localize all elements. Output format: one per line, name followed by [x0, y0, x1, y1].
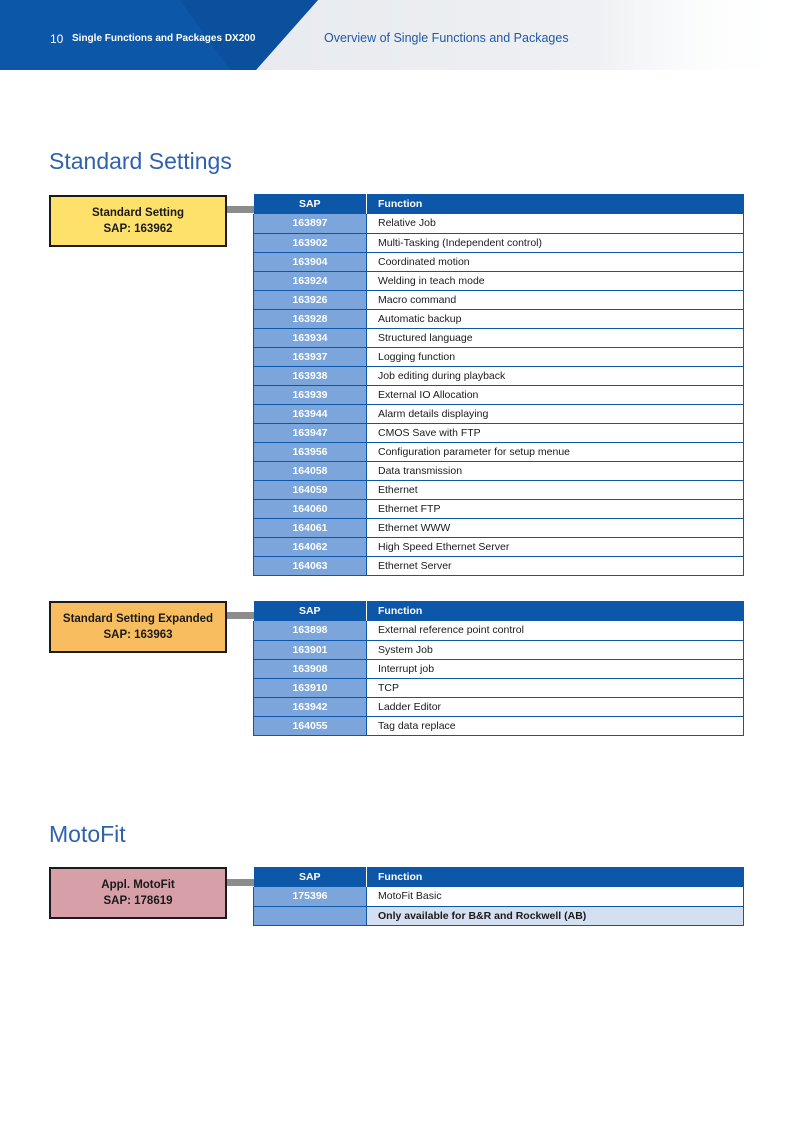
table-row	[254, 659, 744, 678]
function-name-cell: MotoFit Basic	[367, 887, 744, 906]
sap-number-cell: 163944	[254, 404, 367, 423]
table-row	[254, 214, 744, 233]
function-name-cell: Ethernet FTP	[367, 499, 744, 518]
table-row	[254, 290, 744, 309]
package-sap: SAP: 163963	[103, 629, 173, 641]
table-row	[254, 556, 744, 575]
sap-number-cell: 163897	[254, 214, 367, 233]
sap-number-cell: 164060	[254, 499, 367, 518]
function-name-cell: Ethernet	[367, 480, 744, 499]
sap-number-cell: 163956	[254, 442, 367, 461]
sap-number-cell: 163908	[254, 659, 367, 678]
function-name-cell: Interrupt job	[367, 659, 744, 678]
connector-line	[227, 612, 254, 619]
sap-number-cell: 164059	[254, 480, 367, 499]
sap-number-cell: 164062	[254, 537, 367, 556]
sap-number-cell: 163939	[254, 385, 367, 404]
function-name-cell: Alarm details displaying	[367, 404, 744, 423]
page-header	[0, 0, 793, 70]
function-name-cell: Welding in teach mode	[367, 271, 744, 290]
function-name-cell: Ethernet Server	[367, 556, 744, 575]
function-name-cell: CMOS Save with FTP	[367, 423, 744, 442]
sap-number-cell: 164063	[254, 556, 367, 575]
section-title-standard-settings: Standard Settings	[49, 148, 232, 174]
function-name-cell: Only available for B&R and Rockwell (AB)	[367, 906, 744, 925]
sap-number-cell: 164055	[254, 716, 367, 735]
package-box-standard-setting	[49, 195, 227, 247]
function-name-cell: Tag data replace	[367, 716, 744, 735]
table-row	[254, 385, 744, 404]
column-header-sap: SAP	[254, 194, 367, 214]
connector-line	[227, 879, 254, 886]
function-name-cell: External reference point control	[367, 621, 744, 640]
function-name-cell: Data transmission	[367, 461, 744, 480]
function-name-cell: Job editing during playback	[367, 366, 744, 385]
table-row	[254, 328, 744, 347]
table-row	[254, 423, 744, 442]
sap-number-cell: 163928	[254, 309, 367, 328]
function-name-cell: Logging function	[367, 347, 744, 366]
table-row	[254, 271, 744, 290]
sap-number-cell: 163934	[254, 328, 367, 347]
table-row	[254, 537, 744, 556]
section-title-motofit: MotoFit	[49, 821, 126, 847]
column-header-function: Function	[367, 601, 744, 621]
sap-number-cell: 163924	[254, 271, 367, 290]
table-row	[254, 640, 744, 659]
table-row	[254, 499, 744, 518]
package-name: Standard Setting	[91, 207, 184, 219]
package-name: Standard Setting Expanded	[62, 613, 214, 625]
sap-number-cell: 163926	[254, 290, 367, 309]
table-row	[254, 518, 744, 537]
section-breadcrumb: Overview of Single Functions and Packages	[324, 31, 569, 45]
function-name-cell: Configuration parameter for setup menue	[367, 442, 744, 461]
table-row	[254, 366, 744, 385]
package-sap: SAP: 163962	[103, 223, 173, 235]
sap-number-cell: 163898	[254, 621, 367, 640]
table-header-row	[254, 867, 744, 887]
sap-number-cell	[254, 906, 367, 925]
function-name-cell: Relative Job	[367, 214, 744, 233]
package-box-appl-motofit	[49, 867, 227, 919]
package-box-standard-setting-expanded	[49, 601, 227, 653]
column-header-function: Function	[367, 867, 744, 887]
table-row	[254, 233, 744, 252]
table-row	[254, 252, 744, 271]
sap-number-cell: 163942	[254, 697, 367, 716]
sap-number-cell: 163910	[254, 678, 367, 697]
connector-line	[227, 206, 254, 213]
package-name: Appl. MotoFit	[101, 879, 175, 891]
page-number: 10	[50, 32, 64, 46]
function-name-cell: Coordinated motion	[367, 252, 744, 271]
table-row	[254, 678, 744, 697]
table-header-row	[254, 601, 744, 621]
sap-number-cell: 163901	[254, 640, 367, 659]
table-row	[254, 347, 744, 366]
function-table-standard-setting	[253, 194, 744, 576]
table-row	[254, 461, 744, 480]
function-table-appl-motofit	[253, 867, 744, 926]
function-name-cell: Structured language	[367, 328, 744, 347]
table-row	[254, 716, 744, 735]
sap-number-cell: 164061	[254, 518, 367, 537]
sap-number-cell: 163938	[254, 366, 367, 385]
function-name-cell: Automatic backup	[367, 309, 744, 328]
table-row	[254, 887, 744, 906]
table-row	[254, 404, 744, 423]
sap-number-cell: 164058	[254, 461, 367, 480]
column-header-sap: SAP	[254, 601, 367, 621]
table-row	[254, 480, 744, 499]
column-header-sap: SAP	[254, 867, 367, 887]
sap-number-cell: 175396	[254, 887, 367, 906]
package-sap: SAP: 178619	[103, 895, 173, 907]
sap-number-cell: 163937	[254, 347, 367, 366]
document-title: Single Functions and Packages DX200	[72, 33, 256, 44]
function-name-cell: TCP	[367, 678, 744, 697]
column-header-function: Function	[367, 194, 744, 214]
sap-number-cell: 163947	[254, 423, 367, 442]
function-name-cell: Multi-Tasking (Independent control)	[367, 233, 744, 252]
table-row	[254, 906, 744, 925]
function-name-cell: Ethernet WWW	[367, 518, 744, 537]
sap-number-cell: 163902	[254, 233, 367, 252]
function-name-cell: Macro command	[367, 290, 744, 309]
table-row	[254, 621, 744, 640]
sap-number-cell: 163904	[254, 252, 367, 271]
function-name-cell: High Speed Ethernet Server	[367, 537, 744, 556]
table-row	[254, 442, 744, 461]
function-name-cell: Ladder Editor	[367, 697, 744, 716]
table-header-row	[254, 194, 744, 214]
function-name-cell: System Job	[367, 640, 744, 659]
table-row	[254, 697, 744, 716]
table-row	[254, 309, 744, 328]
function-table-standard-setting-expanded	[253, 601, 744, 736]
function-name-cell: External IO Allocation	[367, 385, 744, 404]
